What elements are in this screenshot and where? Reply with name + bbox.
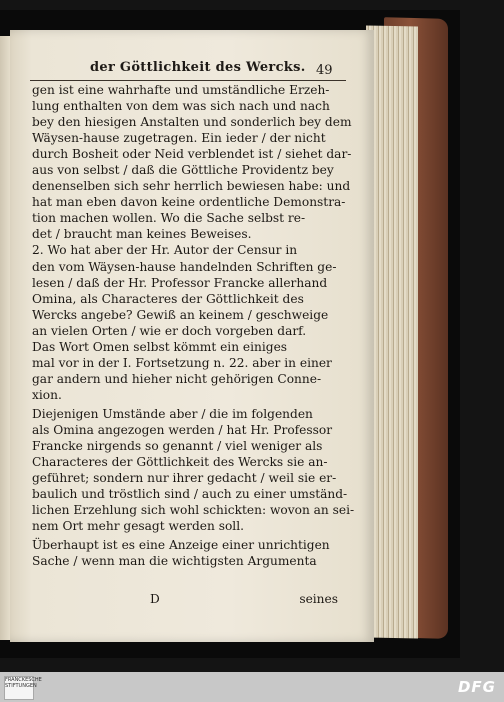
running-header: der Göttlichkeit des Wercks.	[90, 60, 306, 75]
text-line: denenselben sich sehr herrlich bewiesen habe: und	[32, 179, 351, 194]
text-line: Diejenigen Umstände aber / die im folgenden	[32, 406, 313, 421]
page-number: 49	[316, 63, 333, 78]
text-line: gen ist eine wahrhafte und umständliche Erzeh-	[32, 83, 330, 97]
page-footer-marks	[32, 592, 350, 608]
text-line: lung enthalten von dem was sich nach und nach	[32, 99, 330, 114]
body-text	[32, 82, 355, 569]
text-line: xion.	[32, 387, 62, 402]
text-line: aus von selbst / daß die Göttliche Providentz bey	[32, 163, 334, 178]
text-line: lichen Erzehlung sich wohl schickten: wovon an sei-	[32, 503, 355, 518]
text-line: Überhaupt ist es eine Anzeige einer unrichtigen	[32, 538, 330, 553]
text-line: Characteres der Göttlichkeit des Wercks sie an-	[32, 455, 328, 470]
text-line: Sache / wenn man die wichtigsten Argumenta	[32, 554, 317, 569]
header-rule	[30, 80, 346, 81]
text-line: bey den hiesigen Anstalten und sonderlich bey dem	[32, 115, 352, 130]
text-line: geführet; sondern nur ihrer gedacht / weil sie er-	[32, 471, 337, 486]
logo-text: FRANCKESCHE STIFTUNGEN	[5, 677, 42, 689]
text-line: an vielen Orten / wie er doch vorgeben darf.	[32, 323, 307, 338]
text-line: den vom Wäysen-hause handelnden Schriften ge-	[32, 259, 337, 274]
text-line: Francke nirgends so genannt / viel weniger als	[32, 439, 323, 454]
text-line: Wäysen-hause zugetragen. Ein ieder / der nicht	[32, 131, 326, 146]
signature-mark: D	[150, 592, 160, 606]
text-line: nem Ort mehr gesagt werden soll.	[32, 519, 244, 534]
text-line: lesen / daß der Hr. Professor Francke allerhand	[32, 275, 328, 290]
franckesche-stiftungen-logo[interactable]	[4, 676, 42, 700]
text-line: Omina, als Characteres der Göttlichkeit des	[32, 291, 304, 306]
dfg-logo[interactable]: DFG	[457, 678, 496, 696]
text-line: gar andern und hieher nicht gehörigen Conne-	[32, 371, 322, 386]
catchword: seines	[299, 592, 338, 606]
viewer-footer-bar	[0, 672, 504, 702]
text-line: als Omina angezogen werden / hat Hr. Professor	[32, 422, 333, 437]
text-line: durch Bosheit oder Neid verblendet ist / siehet dar-	[32, 147, 352, 162]
text-line: det / braucht man keines Beweises.	[32, 227, 252, 242]
text-line: hat man eben davon keine ordentliche Demonstra-	[32, 195, 346, 210]
text-line: baulich und tröstlich sind / auch zu einer umständ-	[32, 487, 348, 502]
text-line: Wercks angebe? Gewiß an keinem / geschweige	[32, 307, 329, 322]
text-line: tion machen wollen. Wo die Sache selbst re-	[32, 211, 306, 226]
book-page	[10, 30, 374, 642]
text-line: 2. Wo hat aber der Hr. Autor der Censur in	[32, 243, 298, 258]
text-line: mal vor in der I. Fortsetzung n. 22. aber in einer	[32, 355, 332, 370]
text-line: Das Wort Omen selbst kömmt ein einiges	[32, 339, 288, 354]
